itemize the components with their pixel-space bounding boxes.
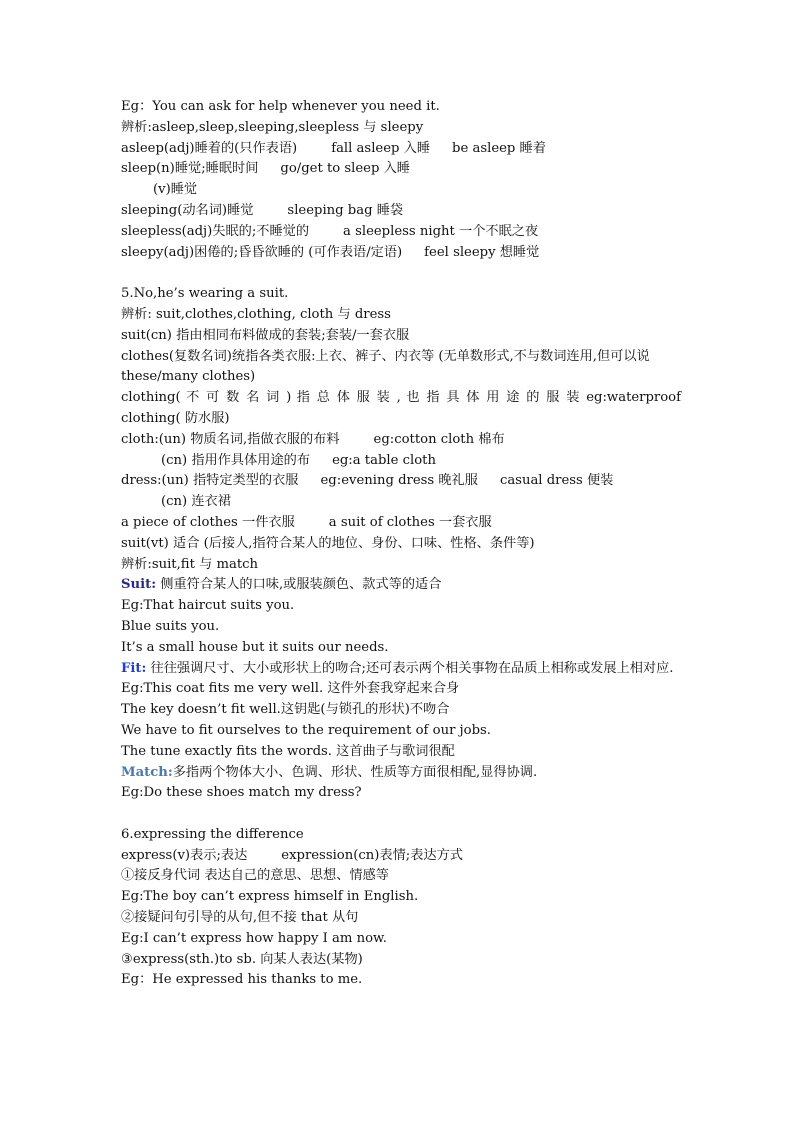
usage-line: ③express(sth.)to sb. 向某人表达(某物) — [121, 951, 363, 967]
definition-line: (cn) 连衣裙 — [161, 494, 231, 510]
example-line: Eg:That haircut suits you. — [121, 598, 295, 614]
comparison-heading: 辨析:asleep,sleep,sleeping,sleepless 与 sleepy — [121, 119, 424, 135]
example-line: The key doesn’t fit well.这钥匙(与锁孔的形状)不吻合 — [121, 702, 450, 718]
definition-line: (v)睡觉 — [153, 182, 198, 198]
definition-line: suit(vt) 适合 (后接人,指符合某人的地位、身份、口味、性格、条件等) — [121, 535, 535, 551]
example-line: It’s a small house but it suits our needs. — [121, 639, 389, 655]
example-line: Eg：He expressed his thanks to me. — [121, 972, 363, 988]
keyword-line: Match:多指两个物体大小、色调、形状、性质等方面很相配,显得协调. — [121, 764, 538, 780]
definition-line: sleeping(动名词)睡觉 sleeping bag 睡袋 — [121, 202, 404, 218]
example-line: Eg:I can’t express how happy I am now. — [121, 930, 387, 946]
example-line: The tune exactly fits the words. 这首曲子与歌词很配 — [121, 743, 455, 759]
usage-line: ①接反身代词 表达自己的意思、思想、情感等 — [121, 868, 389, 884]
comparison-heading: 辨析: suit,clothes,clothing, cloth 与 dress — [121, 306, 391, 322]
definition-line: express(v)表示;表达 expression(cn)表情;表达方式 — [121, 847, 463, 863]
comparison-heading: 辨析:suit,fit 与 match — [121, 556, 259, 572]
definition-line: dress:(un) 指特定类型的衣服 eg:evening dress 晚礼服 casual dress 便装 — [121, 473, 614, 489]
example-line: Eg:The boy can’t express himself in English. — [121, 889, 419, 905]
usage-line: ②接疑问句引导的从句,但不接 that 从句 — [121, 910, 359, 926]
definition-line: sleepless(adj)失眠的;不睡觉的 a sleepless night 一个不眠之夜 — [121, 223, 539, 239]
definition-line: clothing( 防水服) — [121, 410, 230, 426]
keyword-fit: Fit: — [121, 660, 147, 676]
keyword-line: Suit: 侧重符合某人的口味,或服装颜色、款式等的适合 — [121, 577, 442, 593]
definition-line: clothing( 不 可 数 名 词 ) 指 总 体 服 装 , 也 指 具 体 用 途 的 服 装 eg:waterproof — [121, 390, 681, 406]
section-heading: 5.No,he’s wearing a suit. — [121, 286, 289, 302]
keyword-match: Match: — [121, 764, 173, 780]
example-line: We have to fit ourselves to the requirement of our jobs. — [121, 722, 491, 738]
definition-line: cloth:(un) 物质名词,指做衣服的布料 eg:cotton cloth 棉布 — [121, 431, 505, 447]
document-page — [121, 97, 681, 991]
definition-line: sleep(n)睡觉;睡眠时间 go/get to sleep 入睡 — [121, 161, 410, 177]
example-line: Eg:This coat fits me very well. 这件外套我穿起来合身 — [121, 681, 460, 697]
example-line: Blue suits you. — [121, 618, 220, 634]
blank-line — [121, 263, 681, 284]
blank-line — [121, 804, 681, 825]
definition-line: a piece of clothes 一件衣服 a suit of clothes 一套衣服 — [121, 514, 492, 530]
section-heading: 6.expressing the difference — [121, 826, 304, 842]
definition-line: sleepy(adj)困倦的;昏昏欲睡的 (可作表语/定语) feel sleepy 想睡觉 — [121, 244, 540, 260]
definition-line: asleep(adj)睡着的(只作表语) fall asleep 入睡 be asleep 睡着 — [121, 140, 546, 156]
definition-paragraph: clothes(复数名词)统指各类衣服:上衣、裤子、内衣等 (无单数形式,不与数词连用,但可以说 these/many clothes) — [121, 348, 650, 385]
example-line: Eg:Do these shoes match my dress? — [121, 785, 362, 801]
keyword-suit: Suit: — [121, 577, 157, 593]
definition-line: suit(cn) 指由相同布料做成的套装;套装/一套衣服 — [121, 327, 410, 343]
definition-line: (cn) 指用作具体用途的布 eg:a table cloth — [161, 452, 436, 468]
keyword-paragraph: Fit: 往往强调尺寸、大小或形状上的吻合;还可表示两个相关事物在品质上相称或发展上相对应. — [121, 660, 674, 676]
example-line: Eg：You can ask for help whenever you need it. — [121, 99, 440, 114]
